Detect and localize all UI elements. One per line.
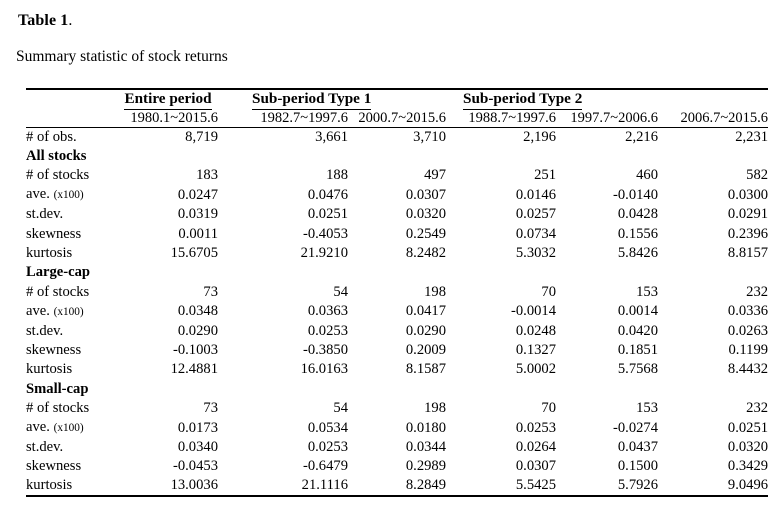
cell-value: 5.7926 (617, 477, 659, 494)
period-header: 1988.7~1997.6 (446, 110, 556, 128)
row-label-cell (26, 244, 118, 263)
row-label-suffix: (x100) (53, 422, 84, 435)
row-label-cell (26, 302, 118, 321)
table-body (26, 128, 768, 496)
cell-value: 0.0257 (515, 206, 557, 223)
cell-value: 5.8426 (617, 245, 659, 262)
row-label: ave. (26, 419, 50, 436)
cell-value: 21.9210 (300, 245, 348, 262)
cell-value: 0.0417 (405, 303, 447, 320)
empty-corner-cell (26, 89, 118, 110)
table-row (26, 302, 768, 321)
row-label-cell (26, 360, 118, 379)
table-row (26, 418, 768, 437)
cell-value: 198 (424, 400, 447, 417)
table-row (26, 283, 768, 302)
cell-value: 232 (746, 400, 769, 417)
cell-value: 5.0002 (515, 361, 557, 378)
period-header: 2000.7~2015.6 (348, 110, 446, 128)
cell-value: 0.0290 (405, 322, 447, 339)
cell-value: 183 (196, 167, 218, 184)
cell-value: 0.0180 (405, 419, 447, 436)
table-row (26, 186, 768, 205)
row-label-cell (26, 341, 118, 360)
cell-value: 0.0263 (727, 322, 769, 339)
period-header: 1982.7~1997.6 (218, 110, 348, 128)
cell-value: 0.3429 (727, 458, 769, 475)
cell-value: 73 (203, 283, 218, 300)
row-label: skewness (26, 458, 82, 475)
cell-value: 0.0014 (617, 303, 659, 320)
cell-value: 8.1587 (405, 361, 447, 378)
cell-value: -0.0274 (613, 419, 659, 436)
row-label-cell (26, 205, 118, 224)
cell-value: 0.0319 (177, 206, 218, 223)
cell-value: 0.0320 (727, 438, 769, 455)
row-label-cell (26, 224, 118, 243)
cell-value: 8.8157 (727, 245, 769, 262)
section-header: Large-cap (26, 264, 91, 281)
cell-value: 2,196 (523, 128, 557, 145)
cell-value: 54 (333, 283, 348, 300)
cell-value: 188 (326, 167, 348, 184)
row-label: # of stocks (26, 400, 90, 417)
period-header: 2006.7~2015.6 (658, 110, 768, 128)
group-header-row (26, 89, 768, 110)
col-group-subperiod-type-2 (446, 89, 768, 110)
table-row (26, 399, 768, 418)
cell-value: 12.4881 (170, 361, 218, 378)
cell-value: 70 (541, 400, 557, 417)
cell-value: 153 (636, 400, 659, 417)
cell-value: 0.0363 (307, 303, 348, 320)
cell-value: 73 (203, 400, 218, 417)
cell-value: 8,719 (185, 128, 218, 145)
row-label-cell (26, 166, 118, 185)
cell-value: 0.0534 (307, 419, 348, 436)
cell-value: 9.0496 (727, 477, 769, 494)
cell-value: 0.0340 (177, 438, 218, 455)
table-row (26, 360, 768, 379)
cell-value: 5.7568 (617, 361, 659, 378)
table-row (26, 341, 768, 360)
cell-value: 0.0173 (177, 419, 218, 436)
table-row (26, 205, 768, 224)
row-label: ave. (26, 186, 50, 203)
cell-value: 0.2549 (405, 225, 447, 242)
cell-value: 3,661 (315, 128, 348, 145)
table-caption: Summary statistic of stock returns (16, 48, 228, 65)
cell-value: 0.0251 (307, 206, 348, 223)
section-header: All stocks (26, 148, 87, 165)
cell-value: 460 (636, 167, 659, 184)
row-label: ave. (26, 302, 50, 319)
row-label-cell (26, 283, 118, 302)
cell-value: 70 (541, 283, 557, 300)
row-label: # of obs. (26, 128, 77, 145)
row-label-cell (26, 418, 118, 437)
row-label: kurtosis (26, 245, 73, 262)
cell-value: 0.1851 (617, 341, 659, 358)
row-label: skewness (26, 341, 82, 358)
table-row (26, 244, 768, 263)
row-label-cell (26, 457, 118, 476)
cell-value: 5.5425 (515, 477, 557, 494)
cell-value: -0.1003 (173, 341, 218, 358)
cell-value: 0.0476 (307, 186, 348, 203)
cell-value: 198 (424, 283, 447, 300)
summary-statistics-table (26, 88, 768, 497)
row-label: # of stocks (26, 167, 90, 184)
row-label: st.dev. (26, 322, 64, 339)
cell-value: 251 (534, 167, 557, 184)
cell-value: 0.0253 (307, 438, 348, 455)
cell-value: 0.0253 (515, 419, 557, 436)
cell-value: 0.0437 (617, 438, 659, 455)
period-header: 1997.7~2006.6 (556, 110, 658, 128)
table-row (26, 128, 768, 147)
cell-value: 0.0420 (617, 322, 659, 339)
col-group-subperiod-type-2-label: Sub-period Type 2 (463, 90, 582, 110)
cell-value: 153 (636, 283, 659, 300)
cell-value: 0.0247 (177, 186, 218, 203)
cell-value: 0.0251 (727, 419, 769, 436)
cell-value: 582 (746, 167, 769, 184)
row-label: # of stocks (26, 283, 90, 300)
cell-value: 0.0307 (515, 458, 557, 475)
cell-value: 13.0036 (170, 477, 218, 494)
row-label-cell (26, 477, 118, 496)
table-row (26, 166, 768, 185)
row-label: kurtosis (26, 477, 73, 494)
cell-value: -0.3850 (303, 341, 348, 358)
section-header: Small-cap (26, 380, 89, 397)
col-group-subperiod-type-1 (218, 89, 446, 110)
cell-value: 0.0146 (515, 186, 557, 203)
cell-value: 0.2989 (405, 458, 447, 475)
cell-value: 8.4432 (727, 361, 769, 378)
cell-value: 0.0344 (405, 438, 447, 455)
period-header: 1980.1~2015.6 (118, 110, 218, 128)
cell-value: 497 (424, 167, 447, 184)
row-label-cell (26, 399, 118, 418)
section-header-row (26, 380, 768, 399)
table-row (26, 438, 768, 457)
cell-value: 0.0248 (515, 322, 557, 339)
table-title (18, 12, 72, 30)
cell-value: 21.1116 (301, 477, 348, 494)
row-label-cell (26, 321, 118, 340)
cell-value: 2,231 (735, 128, 769, 145)
cell-value: -0.0014 (511, 303, 557, 320)
cell-value: 0.1500 (617, 458, 659, 475)
cell-value: 0.1556 (617, 225, 659, 242)
cell-value: 2,216 (625, 128, 659, 145)
period-header-row (26, 110, 768, 128)
table-row (26, 457, 768, 476)
cell-value: 15.6705 (170, 245, 218, 262)
cell-value: 0.1327 (515, 341, 557, 358)
cell-value: 0.0011 (178, 225, 218, 242)
table-title-label: Table 1 (18, 12, 69, 29)
cell-value: 0.0320 (405, 206, 447, 223)
cell-value: 54 (333, 400, 348, 417)
row-label: kurtosis (26, 361, 73, 378)
col-group-entire-period (118, 89, 218, 110)
cell-value: 0.0300 (727, 186, 769, 203)
row-label-cell (26, 128, 118, 147)
row-label: st.dev. (26, 206, 64, 223)
col-group-subperiod-type-1-label: Sub-period Type 1 (252, 90, 371, 110)
row-label-suffix: (x100) (53, 305, 84, 318)
cell-value: 0.0307 (405, 186, 447, 203)
cell-value: 8.2849 (405, 477, 447, 494)
cell-value: -0.0453 (173, 458, 218, 475)
cell-value: 0.2009 (405, 341, 447, 358)
cell-value: 0.0348 (177, 303, 218, 320)
cell-value: 3,710 (413, 128, 447, 145)
cell-value: 0.0428 (617, 206, 659, 223)
row-label: skewness (26, 225, 82, 242)
row-label: st.dev. (26, 438, 64, 455)
table-header (26, 89, 768, 128)
col-group-entire-period-label: Entire period (124, 90, 211, 110)
table-row (26, 224, 768, 243)
cell-value: 0.0290 (177, 322, 218, 339)
table-title-period: . (68, 12, 73, 29)
cell-value: -0.0140 (613, 186, 659, 203)
cell-value: -0.6479 (303, 458, 348, 475)
empty-corner-cell (26, 110, 118, 128)
row-label-suffix: (x100) (53, 189, 84, 202)
row-label-cell (26, 186, 118, 205)
cell-value: 0.0291 (727, 206, 769, 223)
cell-value: 0.0336 (727, 303, 769, 320)
cell-value: 8.2482 (405, 245, 447, 262)
table-row (26, 477, 768, 496)
cell-value: 5.3032 (515, 245, 557, 262)
cell-value: 232 (746, 283, 769, 300)
cell-value: 0.1199 (728, 341, 769, 358)
row-label-cell (26, 438, 118, 457)
section-header-row (26, 263, 768, 282)
cell-value: 0.0253 (307, 322, 348, 339)
cell-value: -0.4053 (303, 225, 348, 242)
cell-value: 16.0163 (300, 361, 348, 378)
section-header-row (26, 147, 768, 166)
cell-value: 0.0264 (515, 438, 557, 455)
table-row (26, 321, 768, 340)
cell-value: 0.0734 (515, 225, 557, 242)
cell-value: 0.2396 (727, 225, 769, 242)
